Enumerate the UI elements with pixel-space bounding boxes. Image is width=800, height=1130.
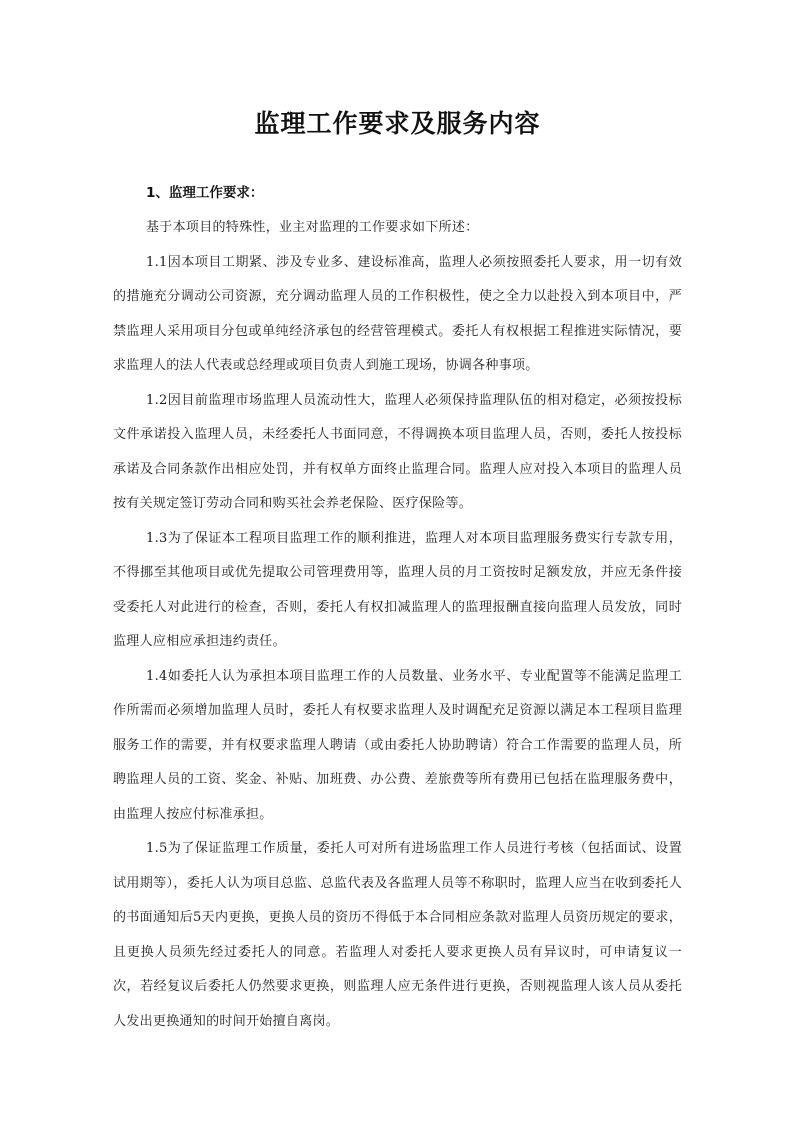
clause-1-1: 1.1因本项目工期紧、涉及专业多、建设标准高，监理人必须按照委托人要求，用一切有效的措施充分调动公司资源，充分调动监理人员的工作积极性，使之全力以赴投入到本项目中，严禁监理人采用项目分包或单纯经济承包的经营管理模式。委托人有权根据工程推进实际情况，要求监理人的法人代表或总经理或项目负责人到施工现场，协调各种事项。: [113, 254, 682, 373]
clause-1-2: 1.2因目前监理市场监理人员流动性大，监理人必须保持监理队伍的相对稳定，必须按投标文件承诺投入监理人员，未经委托人书面同意，不得调换本项目监理人员，否则，委托人按投标承诺及合同条款作出相应处罚，并有权单方面终止监理合同。监理人应对投入本项目的监理人员按有关规定签订劳动合同和购买社会养老保险、医疗保险等。: [113, 392, 682, 511]
clause-1-5: 1.5为了保证监理工作质量，委托人可对所有进场监理工作人员进行考核（包括面试、设置试用期等），委托人认为项目总监、总监代表及各监理人员等不称职时，监理人应当在收到委托人的书面通知后5天内更换，更换人员的资历不得低于本合同相应条款对监理人员资历规定的要求，且更换人员须先经过委托人的同意。若监理人对委托人要求更换人员有异议时，可申请复议一次，若经复议后委托人仍然要求更换，则监理人应无条件进行更换，否则视监理人该人员从委托人发出更换通知的时间开始擅自离岗。: [113, 841, 682, 1029]
intro-paragraph: 基于本项目的特殊性，业主对监理的工作要求如下所述：: [146, 220, 479, 235]
clause-1-3: 1.3为了保证本工程项目监理工作的顺利推进，监理人对本项目监理服务费实行专款专用，不得挪至其他项目或优先提取公司管理费用等，监理人员的月工资按时足额发放，并应无条件接受委托人对此进行的检查，否则，委托人有权扣减监理人的监理报酬直接向监理人员发放，同时监理人应相应承担违约责任。: [113, 530, 682, 649]
clause-1-4: 1.4如委托人认为承担本项目监理工作的人员数量、业务水平、专业配置等不能满足监理工作所需而必须增加监理人员时，委托人有权要求监理人及时调配充足资源以满足本工程项目监理服务工作的需要，并有权要求监理人聘请（或由委托人协助聘请）符合工作需要的监理人员，所聘监理人员的工资、奖金、补贴、加班费、办公费、差旅费等所有费用已包括在监理服务费中，由监理人按应付标准承担。: [113, 668, 682, 822]
document-title: 监理工作要求及服务内容: [254, 109, 541, 138]
section-heading: 1、监理工作要求：: [146, 185, 264, 201]
